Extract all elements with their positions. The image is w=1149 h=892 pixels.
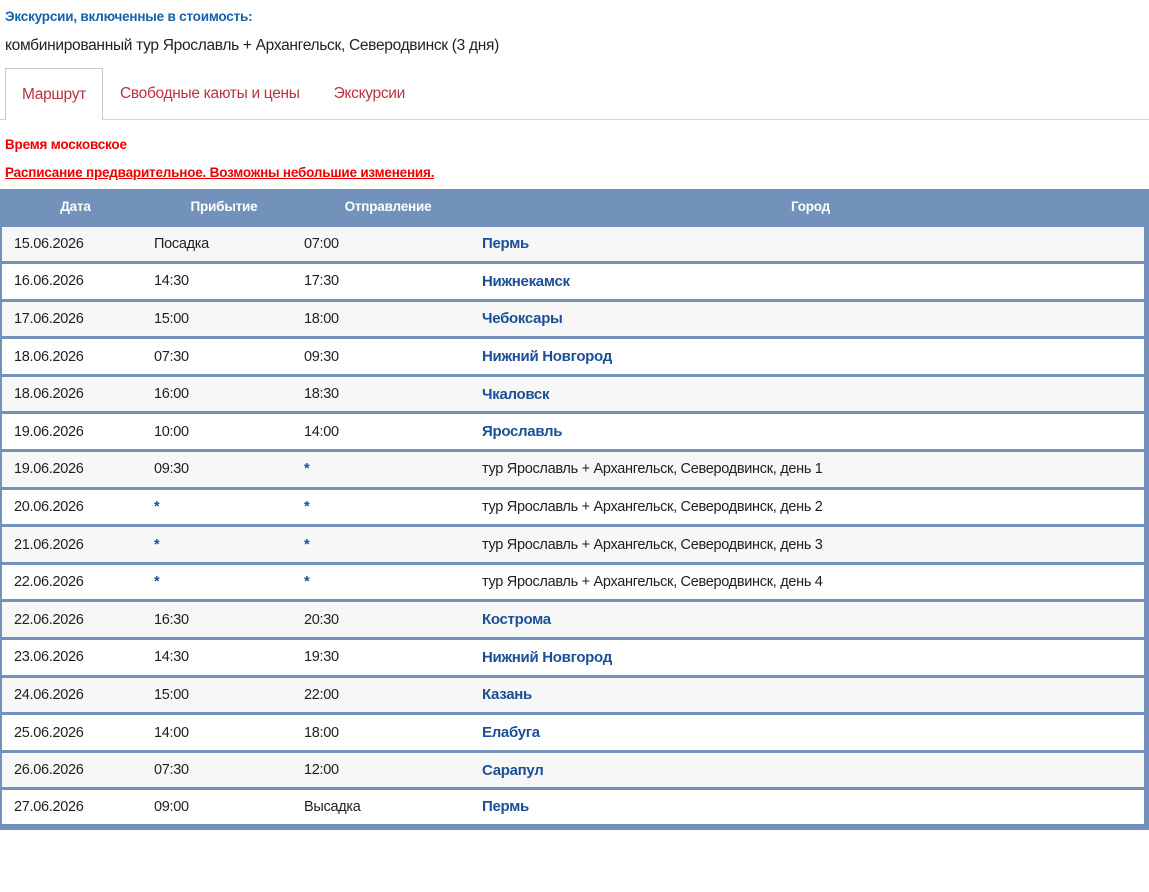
- cell-departure: 22:00: [299, 676, 477, 714]
- table-row: [1, 789, 1147, 827]
- city-link[interactable]: Кострома: [482, 611, 551, 629]
- cell-departure: Высадка: [299, 789, 477, 827]
- cell-arrival: 15:00: [149, 676, 299, 714]
- city-link[interactable]: Сарапул: [482, 761, 544, 779]
- cell-city: [477, 413, 1147, 451]
- trip-title: комбинированный тур Ярославль + Архангельск, Северодвинск (3 дня): [5, 37, 499, 54]
- note-moscow-time: Время московское: [5, 137, 127, 152]
- cell-departure: *: [299, 488, 477, 526]
- cell-departure: 14:00: [299, 413, 477, 451]
- cell-city: тур Ярославль + Архангельск, Северодвинск, день 4: [477, 563, 1147, 601]
- cell-arrival: 14:30: [149, 639, 299, 677]
- cell-arrival: 16:30: [149, 601, 299, 639]
- table-row: [1, 488, 1147, 526]
- table-row: [1, 526, 1147, 564]
- note-preliminary-schedule: Расписание предварительное. Возможны небольшие изменения.: [5, 165, 435, 180]
- cell-arrival: *: [149, 563, 299, 601]
- cell-arrival: *: [149, 488, 299, 526]
- table-row: [1, 676, 1147, 714]
- table-row: [1, 338, 1147, 376]
- header-arrival: Прибытие: [149, 189, 299, 225]
- tab-cabins-prices[interactable]: Свободные каюты и цены: [119, 84, 300, 102]
- cell-date: 17.06.2026: [1, 300, 149, 338]
- cell-date: 22.06.2026: [1, 601, 149, 639]
- cell-city: [477, 338, 1147, 376]
- table-row: [1, 375, 1147, 413]
- city-link[interactable]: Чебоксары: [482, 310, 563, 328]
- tab-excursions[interactable]: Экскурсии: [333, 84, 406, 102]
- cell-city: [477, 263, 1147, 301]
- cell-date: 22.06.2026: [1, 563, 149, 601]
- cruise-schedule-page: [0, 9, 1149, 830]
- cell-departure: 20:30: [299, 601, 477, 639]
- cell-city: [477, 601, 1147, 639]
- cell-date: 18.06.2026: [1, 375, 149, 413]
- cell-departure: *: [299, 451, 477, 489]
- cell-city: [477, 225, 1147, 263]
- table-row: [1, 751, 1147, 789]
- header-date: Дата: [1, 189, 149, 225]
- cell-departure: *: [299, 563, 477, 601]
- cell-date: 24.06.2026: [1, 676, 149, 714]
- city-link[interactable]: Пермь: [482, 235, 529, 253]
- cell-departure: 17:30: [299, 263, 477, 301]
- cell-date: 15.06.2026: [1, 225, 149, 263]
- cell-date: 16.06.2026: [1, 263, 149, 301]
- cell-departure: 12:00: [299, 751, 477, 789]
- cell-arrival: 14:00: [149, 714, 299, 752]
- city-link[interactable]: Пермь: [482, 798, 529, 816]
- cell-departure: 18:30: [299, 375, 477, 413]
- cell-city: [477, 676, 1147, 714]
- table-row: [1, 639, 1147, 677]
- tabbar: [0, 68, 1149, 120]
- cell-departure: 18:00: [299, 300, 477, 338]
- schedule-table: [0, 189, 1149, 830]
- cell-arrival: 09:30: [149, 451, 299, 489]
- cell-date: 21.06.2026: [1, 526, 149, 564]
- table-row: [1, 714, 1147, 752]
- city-link[interactable]: Нижний Новгород: [482, 348, 612, 366]
- table-row: [1, 263, 1147, 301]
- cell-departure: 19:30: [299, 639, 477, 677]
- table-row: [1, 451, 1147, 489]
- cell-date: 18.06.2026: [1, 338, 149, 376]
- cell-arrival: 09:00: [149, 789, 299, 827]
- cell-arrival: 16:00: [149, 375, 299, 413]
- cell-departure: 18:00: [299, 714, 477, 752]
- cell-city: тур Ярославль + Архангельск, Северодвинск, день 3: [477, 526, 1147, 564]
- cell-departure: 07:00: [299, 225, 477, 263]
- city-link[interactable]: Елабуга: [482, 724, 540, 742]
- header-city: Город: [477, 189, 1147, 225]
- city-link[interactable]: Казань: [482, 686, 532, 704]
- cell-city: [477, 639, 1147, 677]
- cell-arrival: *: [149, 526, 299, 564]
- cell-date: 27.06.2026: [1, 789, 149, 827]
- cell-date: 23.06.2026: [1, 639, 149, 677]
- schedule-table-body: [1, 225, 1147, 827]
- table-row: [1, 225, 1147, 263]
- cell-date: 20.06.2026: [1, 488, 149, 526]
- city-link[interactable]: Нижнекамск: [482, 272, 570, 290]
- schedule-table-header: [1, 189, 1147, 225]
- cell-date: 25.06.2026: [1, 714, 149, 752]
- cell-date: 26.06.2026: [1, 751, 149, 789]
- cell-arrival: Посадка: [149, 225, 299, 263]
- city-link[interactable]: Нижний Новгород: [482, 648, 612, 666]
- cell-arrival: 10:00: [149, 413, 299, 451]
- cell-arrival: 07:30: [149, 751, 299, 789]
- cell-city: тур Ярославль + Архангельск, Северодвинск, день 2: [477, 488, 1147, 526]
- cell-city: [477, 375, 1147, 413]
- cell-arrival: 15:00: [149, 300, 299, 338]
- included-excursions-label: Экскурсии, включенные в стоимость:: [5, 9, 253, 24]
- cell-city: [477, 300, 1147, 338]
- table-row: [1, 601, 1147, 639]
- table-row: [1, 563, 1147, 601]
- cell-date: 19.06.2026: [1, 451, 149, 489]
- cell-departure: *: [299, 526, 477, 564]
- table-row: [1, 413, 1147, 451]
- cell-arrival: 14:30: [149, 263, 299, 301]
- cell-city: [477, 751, 1147, 789]
- cell-arrival: 07:30: [149, 338, 299, 376]
- header-departure: Отправление: [299, 189, 477, 225]
- tab-route[interactable]: Маршрут: [5, 68, 103, 120]
- cell-date: 19.06.2026: [1, 413, 149, 451]
- cell-city: [477, 714, 1147, 752]
- cell-departure: 09:30: [299, 338, 477, 376]
- cell-city: тур Ярославль + Архангельск, Северодвинск, день 1: [477, 451, 1147, 489]
- city-link[interactable]: Чкаловск: [482, 385, 550, 403]
- city-link[interactable]: Ярославль: [482, 423, 563, 441]
- cell-city: [477, 789, 1147, 827]
- table-row: [1, 300, 1147, 338]
